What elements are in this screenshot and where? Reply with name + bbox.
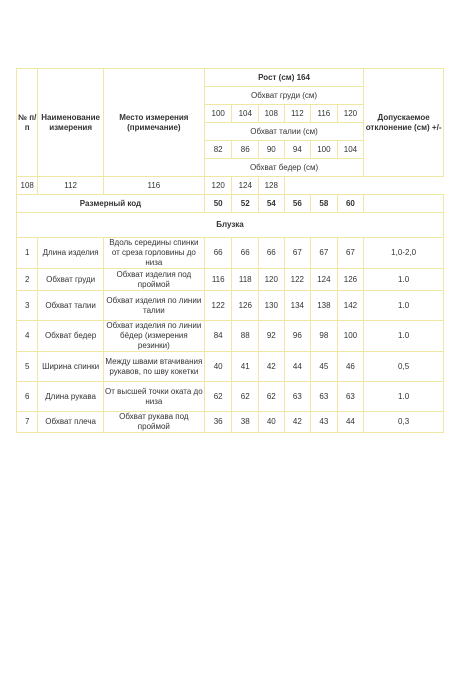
measurement-row — [17, 269, 444, 291]
measurement-value: 45 — [311, 352, 338, 382]
measurement-value: 44 — [337, 412, 364, 433]
measurement-value: 66 — [259, 238, 285, 269]
size-value-cell: 116 — [103, 177, 204, 195]
measurement-name: Обхват талии — [38, 291, 103, 321]
measurement-value: 142 — [337, 291, 364, 321]
hips-values-row — [17, 177, 444, 195]
size-value-cell: 112 — [38, 177, 103, 195]
measurement-value: 120 — [259, 269, 285, 291]
measurement-row — [17, 291, 444, 321]
tolerance-header: Допускаемое отклонение (см) +/- — [364, 69, 444, 177]
size-code-cell: 60 — [337, 195, 364, 213]
measurement-name: Обхват бедер — [38, 321, 103, 352]
row-number: 2 — [17, 269, 38, 291]
measurement-value: 122 — [284, 269, 311, 291]
size-code-cell: 58 — [311, 195, 338, 213]
measurement-value: 138 — [311, 291, 338, 321]
measurement-value: 38 — [232, 412, 259, 433]
tolerance-blank-cell — [364, 195, 444, 213]
measurement-value: 63 — [337, 382, 364, 412]
measurement-value: 46 — [337, 352, 364, 382]
measurement-row — [17, 352, 444, 382]
measurement-place: Между швами втачивания рукавов, по шву кокетки — [103, 352, 204, 382]
section-row — [17, 213, 444, 238]
size-value-cell: 82 — [204, 141, 232, 159]
measurement-value: 42 — [284, 412, 311, 433]
size-code-cell: 56 — [284, 195, 311, 213]
size-code-cell: 50 — [204, 195, 232, 213]
size-code-row — [17, 195, 444, 213]
row-number: 3 — [17, 291, 38, 321]
measurement-place: Вдоль середины спинки от среза горловины до низа — [103, 238, 204, 269]
size-value-cell: 120 — [337, 105, 364, 123]
measurement-value: 134 — [284, 291, 311, 321]
place-header: Место измерения (примечание) — [103, 69, 204, 177]
row-number: 4 — [17, 321, 38, 352]
row-number: 6 — [17, 382, 38, 412]
size-value-cell: 128 — [259, 177, 285, 195]
measurement-value: 44 — [284, 352, 311, 382]
measurement-value: 41 — [232, 352, 259, 382]
measurement-row — [17, 382, 444, 412]
measurement-name: Ширина спинки — [38, 352, 103, 382]
measurement-value: 40 — [259, 412, 285, 433]
measurement-value: 66 — [232, 238, 259, 269]
measurement-place: Обхват изделия под проймой — [103, 269, 204, 291]
tolerance-value: 1.0 — [364, 321, 444, 352]
size-value-cell: 100 — [204, 105, 232, 123]
tolerance-value: 1,0-2,0 — [364, 238, 444, 269]
measurement-place: Обхват изделия по линии бёдер (измерения резинки) — [103, 321, 204, 352]
measurement-name: Обхват плеча — [38, 412, 103, 433]
measurement-value: 122 — [204, 291, 232, 321]
size-code-label: Размерный код — [17, 195, 205, 213]
size-value-cell: 94 — [284, 141, 311, 159]
measurement-place: Обхват изделия по линии талии — [103, 291, 204, 321]
measurement-value: 98 — [311, 321, 338, 352]
measurement-value: 62 — [232, 382, 259, 412]
size-value-cell: 100 — [311, 141, 338, 159]
section-title: Блузка — [17, 213, 444, 238]
measurement-value: 63 — [311, 382, 338, 412]
size-value-cell: 86 — [232, 141, 259, 159]
size-value-cell: 112 — [284, 105, 311, 123]
tolerance-value: 1.0 — [364, 382, 444, 412]
measurement-value: 36 — [204, 412, 232, 433]
size-value-cell: 124 — [232, 177, 259, 195]
measurement-value: 40 — [204, 352, 232, 382]
measurement-row — [17, 238, 444, 269]
measurement-row — [17, 412, 444, 433]
tolerance-value: 1.0 — [364, 291, 444, 321]
size-table — [16, 68, 444, 433]
measurement-value: 67 — [337, 238, 364, 269]
measurement-name: Длина рукава — [38, 382, 103, 412]
measurement-value: 126 — [232, 291, 259, 321]
measurement-value: 124 — [311, 269, 338, 291]
measurement-value: 116 — [204, 269, 232, 291]
size-value-cell: 116 — [311, 105, 338, 123]
size-value-cell: 108 — [259, 105, 285, 123]
size-code-cell: 54 — [259, 195, 285, 213]
measurement-value: 63 — [284, 382, 311, 412]
name-header: Наименование измерения — [38, 69, 103, 177]
measurement-name: Обхват груди — [38, 269, 103, 291]
measurement-value: 88 — [232, 321, 259, 352]
measurement-value: 66 — [204, 238, 232, 269]
header-row-height — [17, 69, 444, 87]
hips-label: Обхват бедер (см) — [204, 159, 363, 177]
height-header: Рост (см) 164 — [204, 69, 363, 87]
size-value-cell: 104 — [232, 105, 259, 123]
measurement-value: 100 — [337, 321, 364, 352]
measurement-value: 42 — [259, 352, 285, 382]
measurement-value: 62 — [259, 382, 285, 412]
row-number: 7 — [17, 412, 38, 433]
measurement-value: 84 — [204, 321, 232, 352]
measurement-value: 67 — [311, 238, 338, 269]
measurement-place: От высшей точки оката до низа — [103, 382, 204, 412]
waist-label: Обхват талии (см) — [204, 123, 363, 141]
measurement-value: 96 — [284, 321, 311, 352]
measurement-value: 130 — [259, 291, 285, 321]
measurement-value: 92 — [259, 321, 285, 352]
size-code-cell: 52 — [232, 195, 259, 213]
tolerance-value: 0,5 — [364, 352, 444, 382]
size-value-cell: 120 — [204, 177, 232, 195]
measurement-place: Обхват рукава под проймой — [103, 412, 204, 433]
measurement-value: 43 — [311, 412, 338, 433]
measurement-value: 118 — [232, 269, 259, 291]
row-number: 5 — [17, 352, 38, 382]
measurement-name: Длина изделия — [38, 238, 103, 269]
size-value-cell: 104 — [337, 141, 364, 159]
tolerance-value: 0,3 — [364, 412, 444, 433]
number-header: № п/п — [17, 69, 38, 177]
size-value-cell: 108 — [17, 177, 38, 195]
measurement-value: 62 — [204, 382, 232, 412]
row-number: 1 — [17, 238, 38, 269]
measurement-row — [17, 321, 444, 352]
chest-label: Обхват груди (см) — [204, 87, 363, 105]
size-value-cell: 90 — [259, 141, 285, 159]
tolerance-value: 1.0 — [364, 269, 444, 291]
measurement-value: 126 — [337, 269, 364, 291]
measurement-value: 67 — [284, 238, 311, 269]
